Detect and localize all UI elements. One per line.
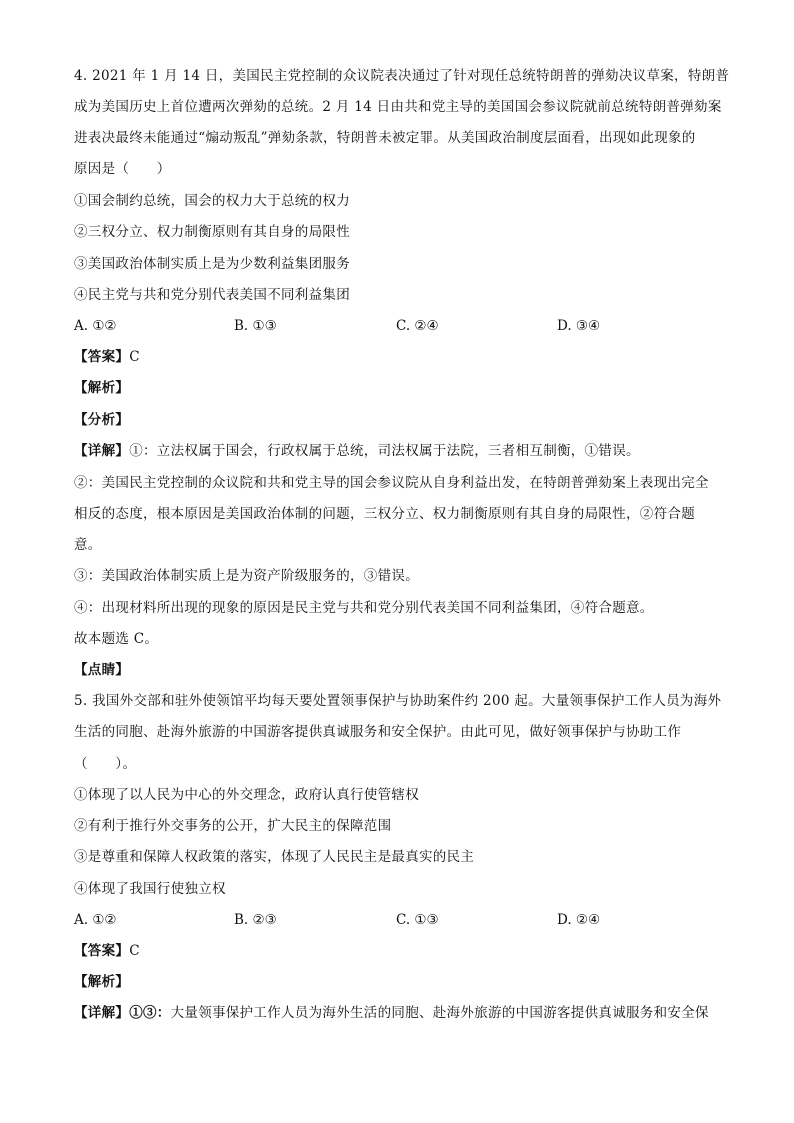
q4-option-a: A. ①② [74,318,117,334]
q5-statement-2: ②有利于推行外交事务的公开，扩大民主的保障范围 [74,818,392,834]
q4-detail-line-1 [74,442,734,460]
q5-detail-line-1 [74,1004,734,1022]
q4-detail-line-5: ③：美国政治体制实质上是为资产阶级服务的，③错误。 [74,568,419,584]
q5-option-b: B. ②③ [234,912,277,928]
q4-option-d: D. ③④ [557,318,601,334]
q4-detail-line-3: 相反的态度，根本原因是美国政治体制的问题，三权分立、权力制衡原则有其自身的局限性，②符合题 [74,506,695,522]
q5-answer-value: C [129,943,140,959]
q4-answer-line [74,348,734,366]
q4-statement-2: ②三权分立、权力制衡原则有其自身的局限性 [74,224,350,240]
q5-stem-line-3: （ ）。 [74,756,137,772]
q5-option-d: D. ②④ [557,912,601,928]
q4-detail-line-4: 意。 [74,537,102,553]
q4-answer-tag: 【答案】 [74,349,130,365]
q4-detail-line-6: ④：出现材料所出现的现象的原因是民主党与共和党分别代表美国不同利益集团，④符合题意。 [74,600,654,616]
q5-detail-text: 大量领事保护工作人员为海外生活的同胞、赴海外旅游的中国游客提供真诚服务和安全保 [170,1005,709,1021]
q5-option-c: C. ①③ [396,912,439,928]
q4-stem-line-2: 成为美国历史上首位遭两次弹劾的总统。2 月 14 日由共和党主导的美国国会参议院就前总统特朗普弹劾案 [74,99,722,115]
q4-option-c: C. ②④ [396,318,439,334]
q5-stem-line-2: 生活的同胞、赴海外旅游的中国游客提供真诚服务和安全保护。由此可见，做好领事保护与协助工作 [74,724,682,740]
q4-statement-3: ③美国政治体制实质上是为少数利益集团服务 [74,256,350,272]
q4-detail-tag: 【详解】 [74,443,130,459]
q4-answer-value: C [129,349,140,365]
q5-detail-tag: 【详解】 [74,1005,130,1021]
q4-option-b: B. ①③ [234,318,277,334]
q4-jiexi-tag: 【解析】 [74,380,130,396]
q5-detail-head: ①③： [129,1005,171,1021]
q4-stem-line-1: 4. 2021 年 1 月 14 日，美国民主党控制的众议院表决通过了针对现任总统特朗普的弹劾决议草案，特朗普 [74,68,730,84]
q5-stem-line-1: 5. 我国外交部和驻外使领馆平均每天要处置领事保护与协助案件约 200 起。大量领事保护工作人员为海外 [74,693,722,709]
q5-option-a: A. ①② [74,912,117,928]
q5-statement-3: ③是尊重和保障人权政策的落实，体现了人民民主是最真实的民主 [74,849,475,865]
q4-detail-text-1: ①：立法权属于国会，行政权属于总统，司法权属于法院，三者相互制衡，①错误。 [129,443,640,459]
q4-conclusion: 故本题选 C。 [74,631,159,647]
q4-detail-line-2: ②：美国民主党控制的众议院和共和党主导的国会参议院从自身利益出发，在特朗普弹劾案上表现出完全 [74,475,709,491]
q4-stem-line-4: 原因是（ ） [74,161,171,177]
q4-stem-line-3: 进表决最终未能通过“煽动叛乱”弹劾条款，特朗普未被定罪。从美国政治制度层面看，出现如此现象的 [74,130,696,146]
q4-statement-4: ④民主党与共和党分别代表美国不同利益集团 [74,287,350,303]
q4-dianjing-tag: 【点睛】 [74,662,130,678]
q5-jiexi-tag: 【解析】 [74,974,130,990]
q5-statement-4: ④体现了我国行使独立权 [74,881,226,897]
q4-statement-1: ①国会制约总统，国会的权力大于总统的权力 [74,193,350,209]
q5-statement-1: ①体现了以人民为中心的外交理念，政府认真行使管辖权 [74,787,419,803]
q4-fenxi-tag: 【分析】 [74,412,130,428]
q5-answer-line [74,942,734,960]
q5-answer-tag: 【答案】 [74,943,130,959]
